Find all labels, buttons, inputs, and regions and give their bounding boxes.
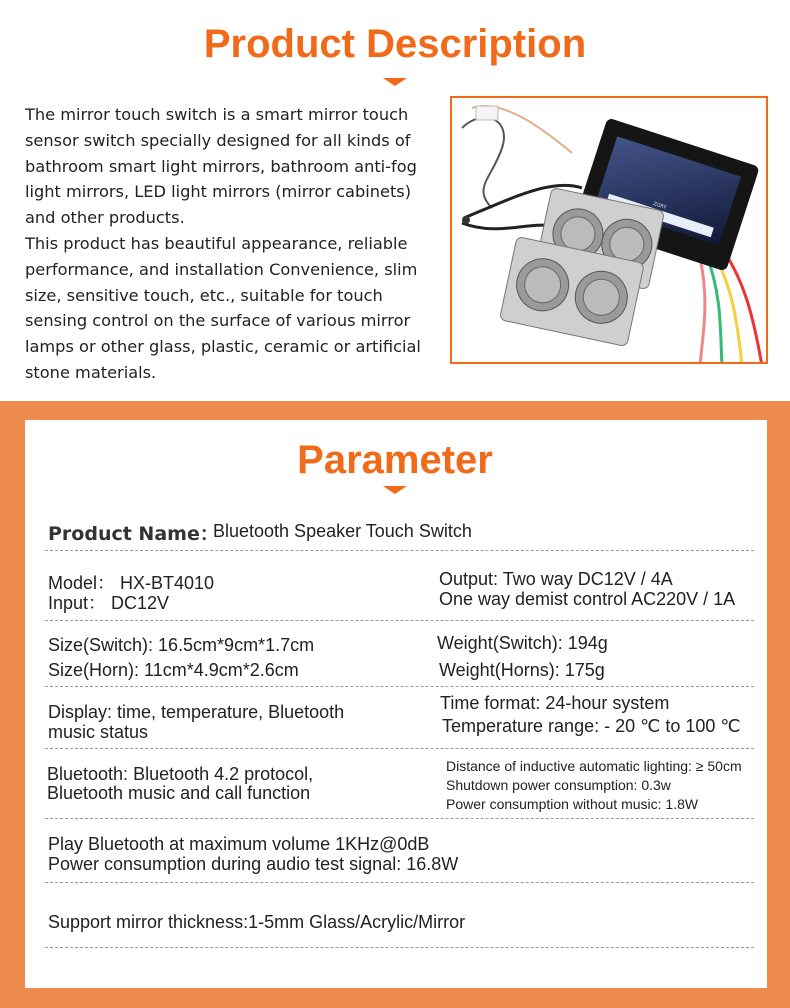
divider: [45, 882, 754, 883]
product-description-text: [25, 102, 445, 386]
inductive-distance-spec: Distance of inductive automatic lighting: ≥ 50cm: [446, 758, 742, 774]
chevron-down-icon: [383, 78, 407, 86]
product-illustration: [452, 98, 768, 364]
size-switch-spec: Size(Switch): 16.5cm*9cm*1.7cm: [48, 635, 315, 655]
model-spec: Model： HX-BT4010: [48, 573, 215, 593]
divider: [45, 748, 754, 749]
size-horn-spec: Size(Horn): 11cm*4.9cm*2.6cm: [48, 660, 299, 680]
divider: [45, 620, 754, 621]
mirror-thickness-spec: Support mirror thickness:1-5mm Glass/Acrylic/Mirror: [48, 912, 466, 932]
bluetooth-spec-line1: Bluetooth: Bluetooth 4.2 protocol,: [47, 764, 314, 784]
parameter-title: Parameter: [297, 438, 493, 482]
product-name-value: Bluetooth Speaker Touch Switch: [213, 521, 472, 541]
divider: [45, 686, 754, 687]
chevron-down-icon: [383, 486, 407, 494]
shutdown-power-spec: Shutdown power consumption: 0.3w: [446, 777, 671, 793]
product-photo: [450, 96, 768, 364]
display-spec-line1: Display: time, temperature, Bluetooth: [48, 702, 345, 722]
input-spec: Input： DC12V: [48, 593, 170, 613]
description-paragraph-1: The mirror touch switch is a smart mirror touch sensor switch specially designed for all kinds of bathroom smart light mirrors, bathroom anti-fog light mirrors, LED light mirrors (mirror cabinets) and other products.: [25, 105, 417, 228]
time-format-spec: Time format: 24-hour system: [440, 693, 670, 713]
switch-label: ZORY: [652, 200, 668, 211]
description-paragraph-2: This product has beautiful appearance, reliable performance, and installation Convenience, slim size, sensitive touch, etc., suitable for touch sensing control on the surface of various mirror lamps or other glass, plastic, ceramic or artificial stone materials.: [25, 233, 421, 382]
temperature-range-spec: Temperature range: - 20 ℃ to 100 ℃: [442, 716, 741, 736]
power-without-music-spec: Power consumption without music: 1.8W: [446, 796, 699, 812]
max-volume-spec: Play Bluetooth at maximum volume 1KHz@0dB: [48, 834, 430, 854]
bluetooth-spec-line2: Bluetooth music and call function: [47, 783, 311, 803]
product-description-title: Product Description: [203, 22, 587, 66]
divider: [45, 818, 754, 819]
output-spec: Output: Two way DC12V / 4A: [439, 569, 673, 589]
audio-test-power-spec: Power consumption during audio test signal: 16.8W: [48, 854, 459, 874]
weight-horns-spec: Weight(Horns): 175g: [439, 660, 605, 680]
divider: [45, 550, 754, 551]
weight-switch-spec: Weight(Switch): 194g: [437, 633, 608, 653]
demist-spec: One way demist control AC220V / 1A: [439, 589, 736, 609]
display-spec-line2: music status: [48, 722, 149, 742]
divider: [45, 947, 754, 948]
product-name-label: Product Name：: [48, 523, 219, 545]
